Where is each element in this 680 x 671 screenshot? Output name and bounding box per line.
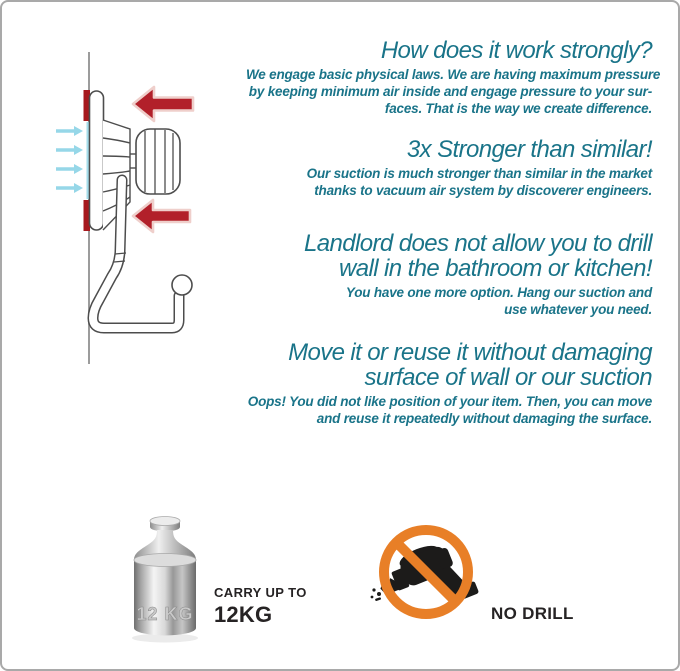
section-move-reuse bbox=[246, 340, 652, 427]
section-body-line: faces. That is the way we create difference. bbox=[384, 101, 652, 116]
airflow-arrow-icon bbox=[56, 126, 83, 193]
section-heading: surface of wall or our suction bbox=[364, 364, 652, 391]
section-heading: Move it or reuse it without damaging bbox=[288, 339, 652, 366]
tightening-knob bbox=[136, 129, 180, 194]
section-heading: Landlord does not allow you to drill bbox=[304, 230, 652, 257]
weight-engraving: 12 KG bbox=[136, 604, 194, 624]
section-body-line: by keeping minimum air inside and engage pressure to your sur- bbox=[248, 84, 652, 99]
drill-dust bbox=[371, 588, 382, 601]
section-heading: 3x Stronger than similar! bbox=[406, 136, 652, 163]
carry-capacity-label bbox=[214, 585, 307, 627]
carry-eyebrow: CARRY UP TO bbox=[214, 585, 307, 600]
section-body-line: You have one more option. Hang our suction and bbox=[345, 285, 652, 300]
weight-12kg-icon bbox=[126, 506, 206, 646]
section-body-line: Our suction is much stronger than similar in the market bbox=[306, 166, 652, 181]
suction-cup-plate bbox=[90, 91, 104, 230]
carry-value: 12KG bbox=[214, 602, 273, 627]
section-body-line: and reuse it repeatedly without damaging the surface. bbox=[316, 411, 652, 426]
knob-stem bbox=[130, 154, 136, 168]
no-drill-label: NO DRILL bbox=[491, 604, 574, 623]
section-heading: How does it work strongly? bbox=[380, 37, 652, 64]
section-body-line: We engage basic physical laws. We are having maximum pressure bbox=[246, 67, 661, 82]
section-body-line: Oops! You did not like position of your item. Then, you can move bbox=[247, 394, 652, 409]
section-heading: wall in the bathroom or kitchen! bbox=[339, 255, 652, 282]
hook-ball-tip bbox=[172, 275, 192, 295]
no-drill-icon bbox=[366, 512, 490, 636]
section-body-line: thanks to vacuum air system by discoverer engineers. bbox=[314, 183, 652, 198]
section-body-line: use whatever you need. bbox=[504, 302, 652, 317]
section-how-it-works bbox=[246, 37, 661, 117]
suction-hook-diagram bbox=[32, 42, 262, 472]
section-3x-stronger bbox=[246, 137, 652, 199]
section-landlord bbox=[246, 231, 652, 318]
marketing-copy bbox=[246, 37, 661, 427]
